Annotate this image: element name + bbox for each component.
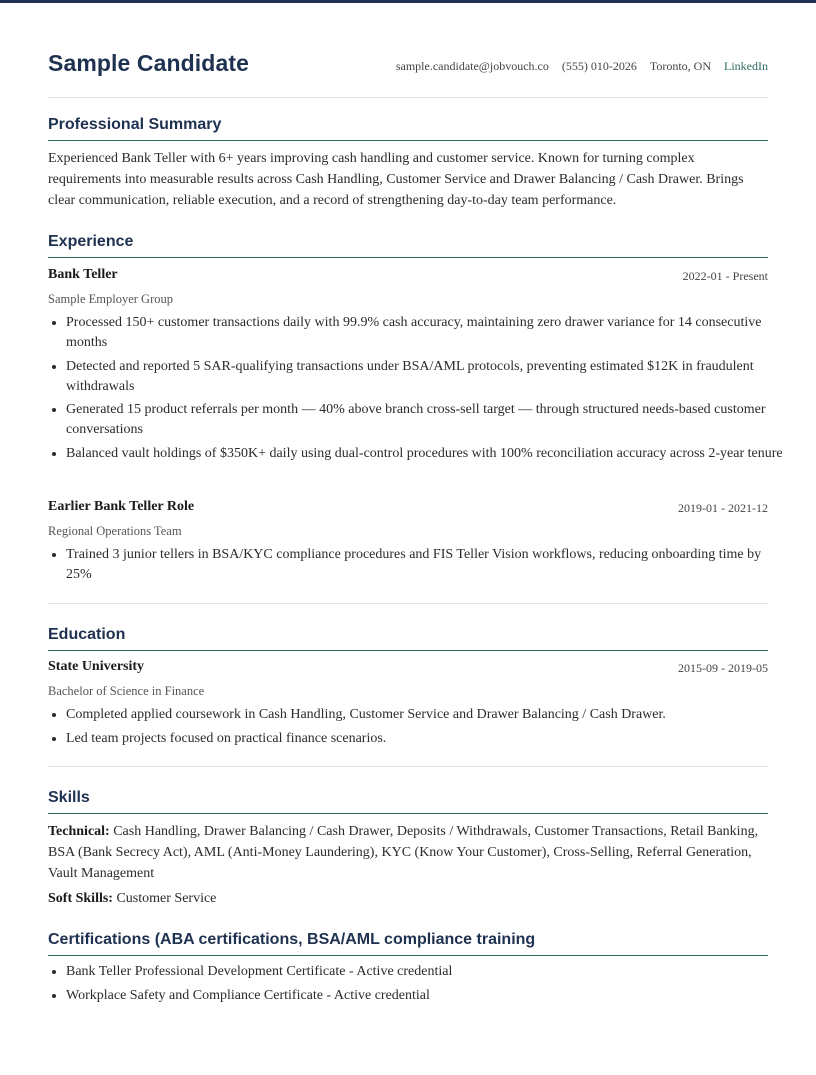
soft-skills-list: Customer Service xyxy=(116,891,217,906)
phone-text: (555) 010-2026 xyxy=(561,59,637,73)
education-heading: Education xyxy=(48,626,768,651)
school-name: State University xyxy=(48,659,145,674)
top-accent-bar xyxy=(0,0,816,3)
list-item: • Detected and reported 5 SAR-qualifying transactions under BSA/AML protocols, preventing estimated $12K in fraudulent withdrawals xyxy=(66,357,786,397)
job-dates: 2019-01 - 2021-12 xyxy=(678,501,768,515)
soft-skills xyxy=(48,888,768,909)
degree-text: Bachelor of Science in Finance xyxy=(48,684,205,698)
certifications-heading: Certifications (ABA certifications, BSA/AML compliance training xyxy=(48,931,768,956)
list-item: • Trained 3 junior tellers in BSA/KYC compliance procedures and FIS Teller Vision workflows, reducing onboarding time by 25% xyxy=(66,545,786,585)
job-dates: 2022-01 - Present xyxy=(682,269,768,283)
list-item: • Generated 15 product referrals per month — 40% above branch cross-sell target — through structured needs-based customer conversations xyxy=(66,400,786,440)
list-item: • Led team projects focused on practical finance scenarios. xyxy=(66,729,786,749)
certifications-list xyxy=(48,962,786,1009)
summary-heading: Professional Summary xyxy=(48,116,768,141)
job-bullets xyxy=(48,545,786,589)
job-employer: Regional Operations Team xyxy=(48,524,182,538)
experience-heading: Experience xyxy=(48,233,768,258)
header-divider xyxy=(48,97,768,98)
contact-info xyxy=(386,59,768,74)
section-divider xyxy=(48,603,768,604)
education-dates: 2015-09 - 2019-05 xyxy=(678,661,768,675)
section-divider xyxy=(48,766,768,767)
resume-header xyxy=(48,46,768,86)
technical-skills-label: Technical: xyxy=(48,824,110,839)
technical-skills xyxy=(48,821,768,884)
job-title: Bank Teller xyxy=(48,267,118,282)
list-item: • Workplace Safety and Compliance Certificate - Active credential xyxy=(66,986,786,1006)
candidate-name: Sample Candidate xyxy=(48,50,249,76)
education-bullets xyxy=(48,705,786,752)
list-item: • Balanced vault holdings of $350K+ daily using dual-control procedures with 100% reconciliation accuracy across 2-year tenure xyxy=(66,444,786,464)
technical-skills-list: Cash Handling, Drawer Balancing / Cash Drawer, Deposits / Withdrawals, Customer Transactions, Retail Banking, BSA (Bank Secrecy Act), AML (Anti-Money Laundering), KYC (Know Your Customer), Cross-Selling, Referral Generation, Vault Management xyxy=(48,824,759,881)
job-employer: Sample Employer Group xyxy=(48,292,173,306)
list-item: • Completed applied coursework in Cash Handling, Customer Service and Drawer Balancing / Cash Drawer. xyxy=(66,705,786,725)
email-link[interactable]: sample.candidate@jobvouch.co xyxy=(395,59,549,73)
list-item: • Bank Teller Professional Development Certificate - Active credential xyxy=(66,962,786,982)
job-bullets xyxy=(48,313,786,467)
location-text: Toronto, ON xyxy=(649,59,711,73)
linkedin-link[interactable]: LinkedIn xyxy=(724,59,768,73)
skills-heading: Skills xyxy=(48,789,768,814)
summary-text: Experienced Bank Teller with 6+ years improving cash handling and customer service. Known for turning complex requirements into measurable results across Cash Handling, Customer Service and Drawer Balancing / Cash Drawer. Brings clear communication, reliable execution, and a record of strengthening day-to-day team performance. xyxy=(48,151,744,208)
job-title: Earlier Bank Teller Role xyxy=(48,499,195,514)
list-item: • Processed 150+ customer transactions daily with 99.9% cash accuracy, maintaining zero drawer variance for 14 consecutive months xyxy=(66,313,786,353)
soft-skills-label: Soft Skills: xyxy=(48,891,113,906)
